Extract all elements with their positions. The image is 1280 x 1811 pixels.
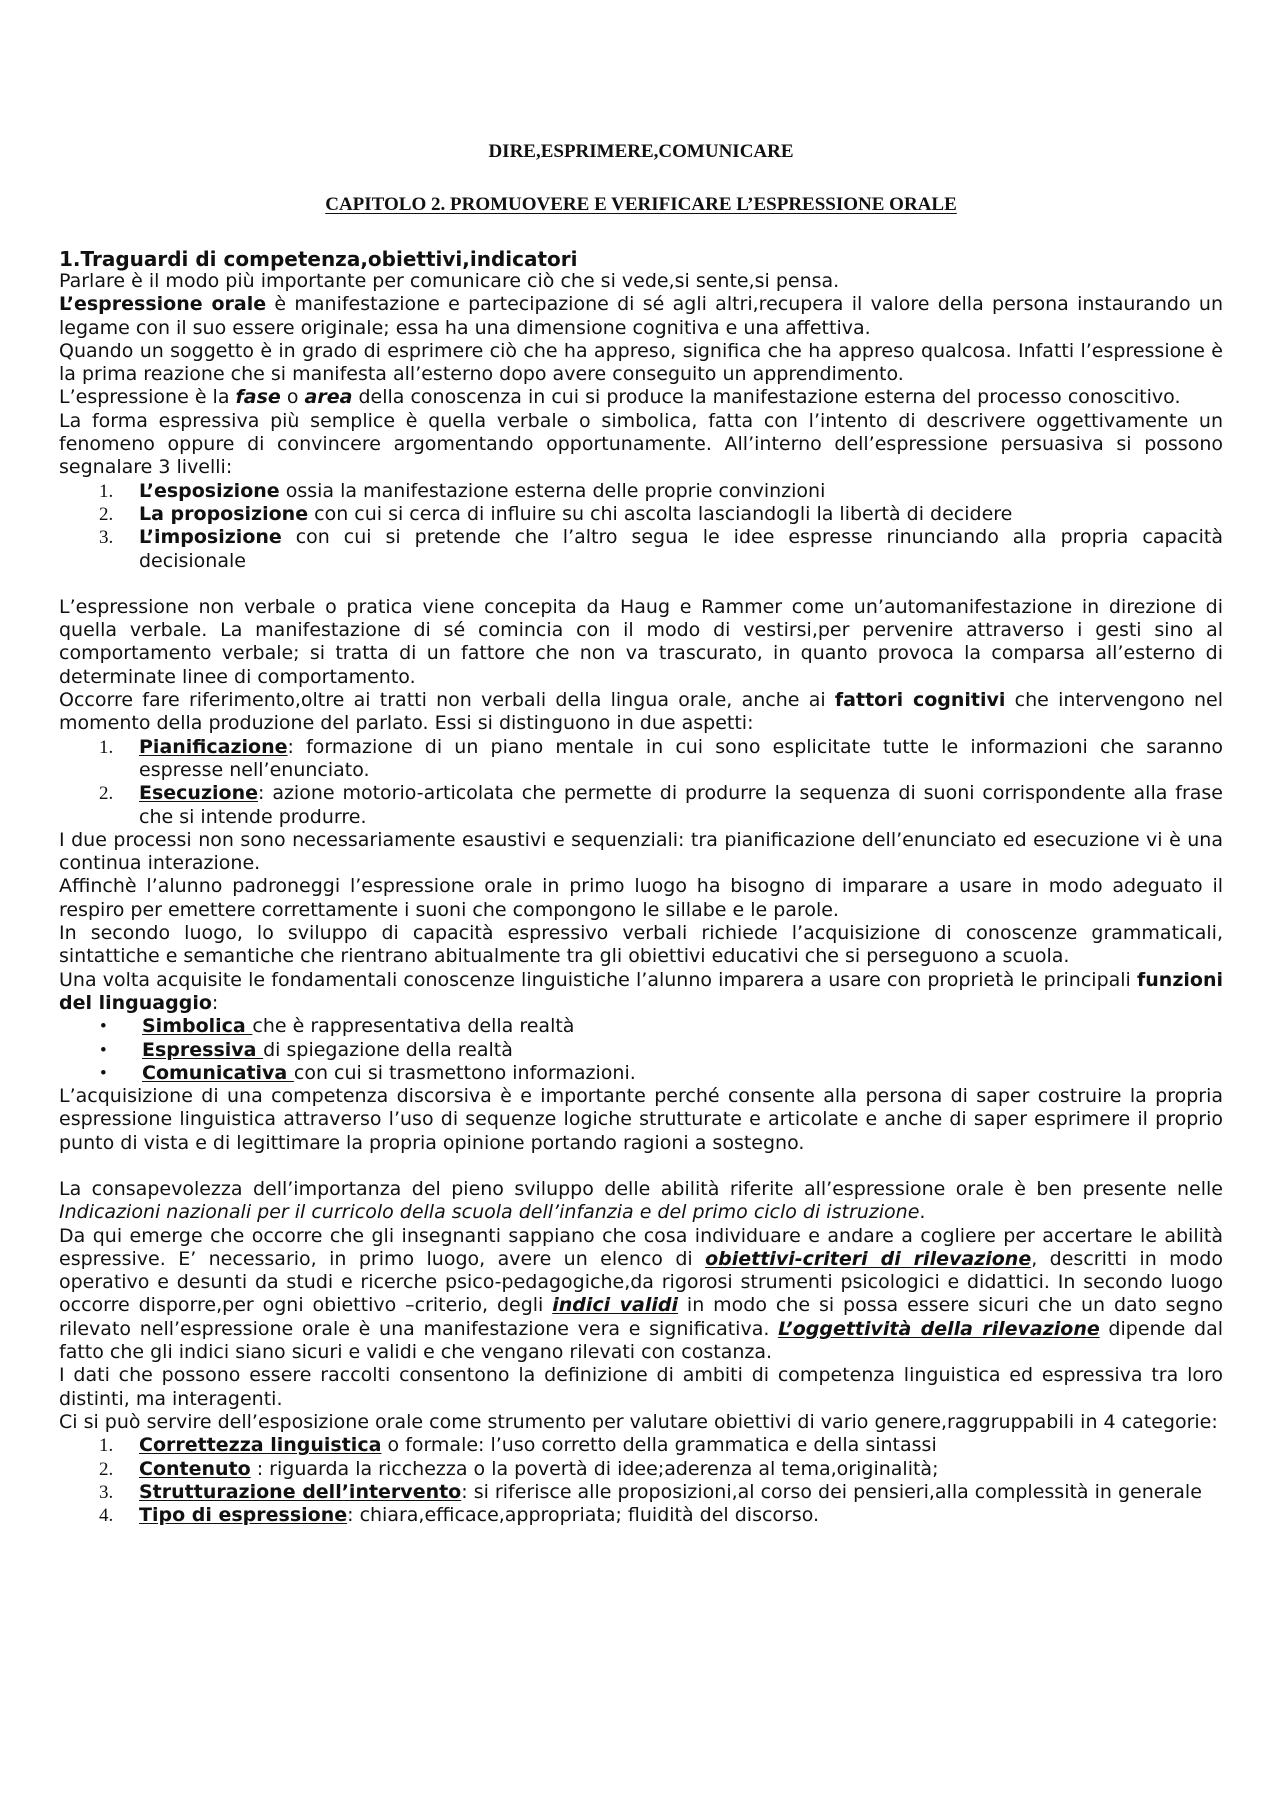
list-item: [59, 782, 1223, 829]
list-term: Comunicativa: [142, 1061, 294, 1084]
paragraph-5: La forma espressiva più semplice è quella verbale o simbolica, fatta con l’intento di descrivere oggettivamente un fenomeno oppure di convincere argomentando opportunamente. All’interno dell’espressione persuasiva si possono segnalare 3 livelli:: [59, 409, 1223, 479]
spacer: [59, 573, 1223, 596]
list-number: 2.: [99, 1458, 114, 1480]
bullet-icon: •: [100, 1062, 107, 1084]
list-item: [59, 736, 1223, 783]
term-fattori-cognitivi: fattori cognitivi: [834, 689, 1006, 712]
functions-list: [59, 1015, 1223, 1085]
list-item: [59, 1062, 1223, 1085]
list-item: [59, 1481, 1223, 1504]
paragraph-14-text-a: Da qui emerge che occorre che gli insegnanti sappiano che cosa individuare e andare a cogliere per accertare le abilità espressive. E’ necessario, in primo luogo, avere un elenco di: [59, 1224, 1223, 1270]
paragraph-12: L’acquisizione di una competenza discorsiva è e importante perché consente alla persona di saper costruire la propria espressione linguistica attraverso l’uso di sequenze logiche strutturate e articolate e anche di saper esprimere il proprio punto di vista e di legittimare la propria opinione portando ragioni a sostegno.: [59, 1085, 1223, 1154]
list-term: Pianificazione: [139, 735, 288, 758]
paragraph-4-text-a: L’espressione è la: [59, 386, 236, 409]
paragraph-7-text-a: Occorre fare riferimento,oltre ai tratti non verbali della lingua orale, anche ai: [59, 689, 835, 712]
list-item: [59, 1458, 1223, 1481]
list-number: 1.: [99, 1435, 114, 1457]
paragraph-6: L’espressione non verbale o pratica viene concepita da Haug e Rammer come un’automanifestazione in direzione di quella verbale. La manifestazione di sé comincia con il modo di vestirsi,per pervenire attraverso i gesti sino al comportamento verbale; si tratta di un fattore che non va trascurato, in quanto provoca la comparsa all’esterno di determinate linee di comportamento.: [59, 595, 1223, 688]
bullet-icon: •: [100, 1039, 107, 1061]
paragraph-13: [59, 1178, 1223, 1225]
list-text: ossia la manifestazione esterna delle proprie convinzioni: [279, 479, 826, 502]
paragraph-2: [59, 293, 1223, 340]
section-title: 1.Traguardi di competenza,obiettivi,indicatori: [59, 247, 578, 271]
list-term: Tipo di espressione: [139, 1504, 348, 1527]
list-text: di spiegazione della realtà: [263, 1038, 513, 1061]
bullet-icon: •: [100, 1016, 107, 1038]
list-number: 3.: [99, 1481, 114, 1503]
list-item: [59, 503, 1223, 526]
list-term: L’esposizione: [139, 479, 280, 502]
list-term: La proposizione: [139, 502, 309, 525]
list-term: Strutturazione dell’intervento: [139, 1480, 462, 1503]
paragraph-15: I dati che possono essere raccolti consentono la definizione di ambiti di competenza linguistica ed espressiva tra loro distinti, ma interagenti.: [59, 1364, 1223, 1410]
paragraph-2-lead: L’espressione orale: [59, 293, 267, 316]
paragraph-10: In secondo luogo, lo sviluppo di capacità espressivo verbali richiede l’acquisizione di conoscenze grammaticali, sintattiche e semantiche che rientrano abitualmente tra gli obiettivi educativi che si perseguono a scuola.: [59, 922, 1223, 968]
paragraph-11: [59, 969, 1223, 1016]
list-term: Correttezza linguistica: [139, 1434, 382, 1457]
paragraph-11-text-b: :: [211, 991, 219, 1014]
list-item: [59, 480, 1223, 503]
term-indici-validi: indici validi: [552, 1294, 679, 1317]
list-text: : chiara,efficace,appropriata; fluidità del discorso.: [347, 1504, 820, 1527]
paragraph-9: Affinchè l’alunno padroneggi l’espressione orale in primo luogo ha bisogno di imparare a usare in modo adeguato il respiro per emettere correttamente i suoni che compongono le sillabe e le parole.: [59, 875, 1223, 921]
paragraph-3: Quando un soggetto è in grado di esprimere ciò che ha appreso, significa che ha appreso qualcosa. Infatti l’espressione è la prima reazione che si manifesta all’esterno dopo avere conseguito un apprendimento.: [59, 339, 1223, 386]
paragraph-13-text-a: La consapevolezza dell’importanza del pieno sviluppo delle abilità riferite all’espressione orale è ben presente nelle: [59, 1177, 1223, 1200]
list-item: [59, 1434, 1223, 1457]
document-page: [59, 140, 1223, 1527]
document-title: DIRE,ESPRIMERE,COMUNICARE: [488, 141, 794, 162]
aspects-list: [59, 736, 1223, 829]
list-item: [59, 1039, 1223, 1062]
list-number: 2.: [99, 503, 114, 525]
paragraph-14-text-d: dipende dal fatto che gli indici siano sicuri e validi e che vengano rilevati con costanza.: [59, 1317, 1223, 1364]
list-text: con cui si pretende che l’altro segua le idee espresse rinunciando alla propria capacità decisionale: [139, 526, 1223, 572]
categories-list: [59, 1434, 1223, 1527]
paragraph-1: Parlare è il modo più importante per comunicare ciò che si vede,si sente,si pensa.: [59, 270, 840, 292]
list-text: : azione motorio-articolata che permette di produrre la sequenza di suoni corrispondente alla frase che si intende produrre.: [139, 782, 1223, 828]
list-item: [59, 1015, 1223, 1038]
list-number: 2.: [99, 783, 114, 805]
chapter-title: [59, 193, 1223, 216]
term-oggettivita: L’oggettività della rilevazione: [778, 1317, 1100, 1340]
list-text: : riguarda la ricchezza o la povertà di idee;aderenza al tema,originalità;: [250, 1457, 939, 1480]
paragraph-14-text-b: , descritti in modo operativo e desunti da studi e ricerche psico-pedagogiche,da rigorosi strumenti psicologici e didattici. In secondo luogo occorre disporre,per ogni obiettivo –criterio, degli: [59, 1247, 1223, 1317]
list-text: : formazione di un piano mentale in cui sono esplicitate tutte le informazioni che saranno espresse nell’enunciato.: [139, 735, 1223, 781]
paragraph-7-text-b: che intervengono nel momento della produzione del parlato. Essi si distinguono in due aspetti:: [59, 689, 1223, 735]
paragraph-14-text-c: in modo che si possa essere sicuri che un dato segno rilevato nell’espressione orale è una manifestazione vera e significativa.: [59, 1294, 1224, 1340]
list-number: 3.: [99, 527, 114, 549]
list-term: Esecuzione: [139, 782, 259, 805]
term-funzioni-linguaggio: funzioni del linguaggio: [59, 968, 1223, 1014]
list-item: [59, 1504, 1223, 1527]
list-text: che è rappresentativa della realtà: [252, 1015, 575, 1038]
paragraph-8: I due processi non sono necessariamente esaustivi e sequenziali: tra pianificazione dell’enunciato ed esecuzione vi è una continua interazione.: [59, 828, 1223, 875]
list-term: Contenuto: [139, 1457, 251, 1480]
term-area: area: [304, 386, 353, 409]
list-item: [59, 526, 1223, 573]
list-number: 4.: [99, 1505, 114, 1527]
paragraph-4-text-b: o: [280, 386, 305, 409]
indicazioni-nazionali-title: Indicazioni nazionali per il curricolo della scuola dell’infanzia e del primo ciclo di istruzione: [59, 1201, 920, 1224]
list-text: con cui si cerca di influire su chi ascolta lasciandogli la libertà di decidere: [308, 502, 1013, 525]
paragraph-16: Ci si può servire dell’esposizione orale come strumento per valutare obiettivi di vario genere,raggruppabili in 4 categorie:: [59, 1410, 1218, 1433]
list-text: o formale: l’uso corretto della grammatica e della sintassi: [381, 1434, 937, 1457]
term-obiettivi-criteri: obiettivi-criteri di rilevazione: [705, 1247, 1032, 1270]
paragraph-2-text: è manifestazione e partecipazione di sé agli altri,recupera il valore della persona instaurando un legame con il suo essere originale; essa ha una dimensione cognitiva e una affettiva.: [59, 293, 1223, 339]
list-term: Simbolica: [142, 1015, 253, 1038]
list-number: 1.: [99, 480, 114, 502]
paragraph-4-text-c: della conoscenza in cui si produce la manifestazione esterna del processo conoscitivo.: [352, 386, 1181, 409]
list-text: con cui si trasmettono informazioni.: [293, 1061, 636, 1084]
paragraph-13-text-b: .: [919, 1201, 926, 1224]
paragraph-7: [59, 689, 1223, 736]
paragraph-4: [59, 386, 1223, 409]
paragraph-11-text-a: Una volta acquisite le fondamentali conoscenze linguistiche l’alunno imparera a usare con proprietà le principali: [59, 968, 1138, 991]
term-fase: fase: [235, 386, 281, 409]
chapter-title-text: CAPITOLO 2. PROMUOVERE E VERIFICARE L’ESPRESSIONE ORALE: [325, 194, 957, 215]
list-text: : si riferisce alle proposizioni,al corso dei pensieri,alla complessità in generale: [461, 1480, 1202, 1503]
list-term: Espressiva: [142, 1038, 264, 1061]
levels-list: [59, 480, 1223, 573]
list-term: L’imposizione: [139, 526, 282, 549]
spacer: [59, 1155, 1223, 1178]
paragraph-14: [59, 1225, 1223, 1365]
list-number: 1.: [99, 736, 114, 758]
